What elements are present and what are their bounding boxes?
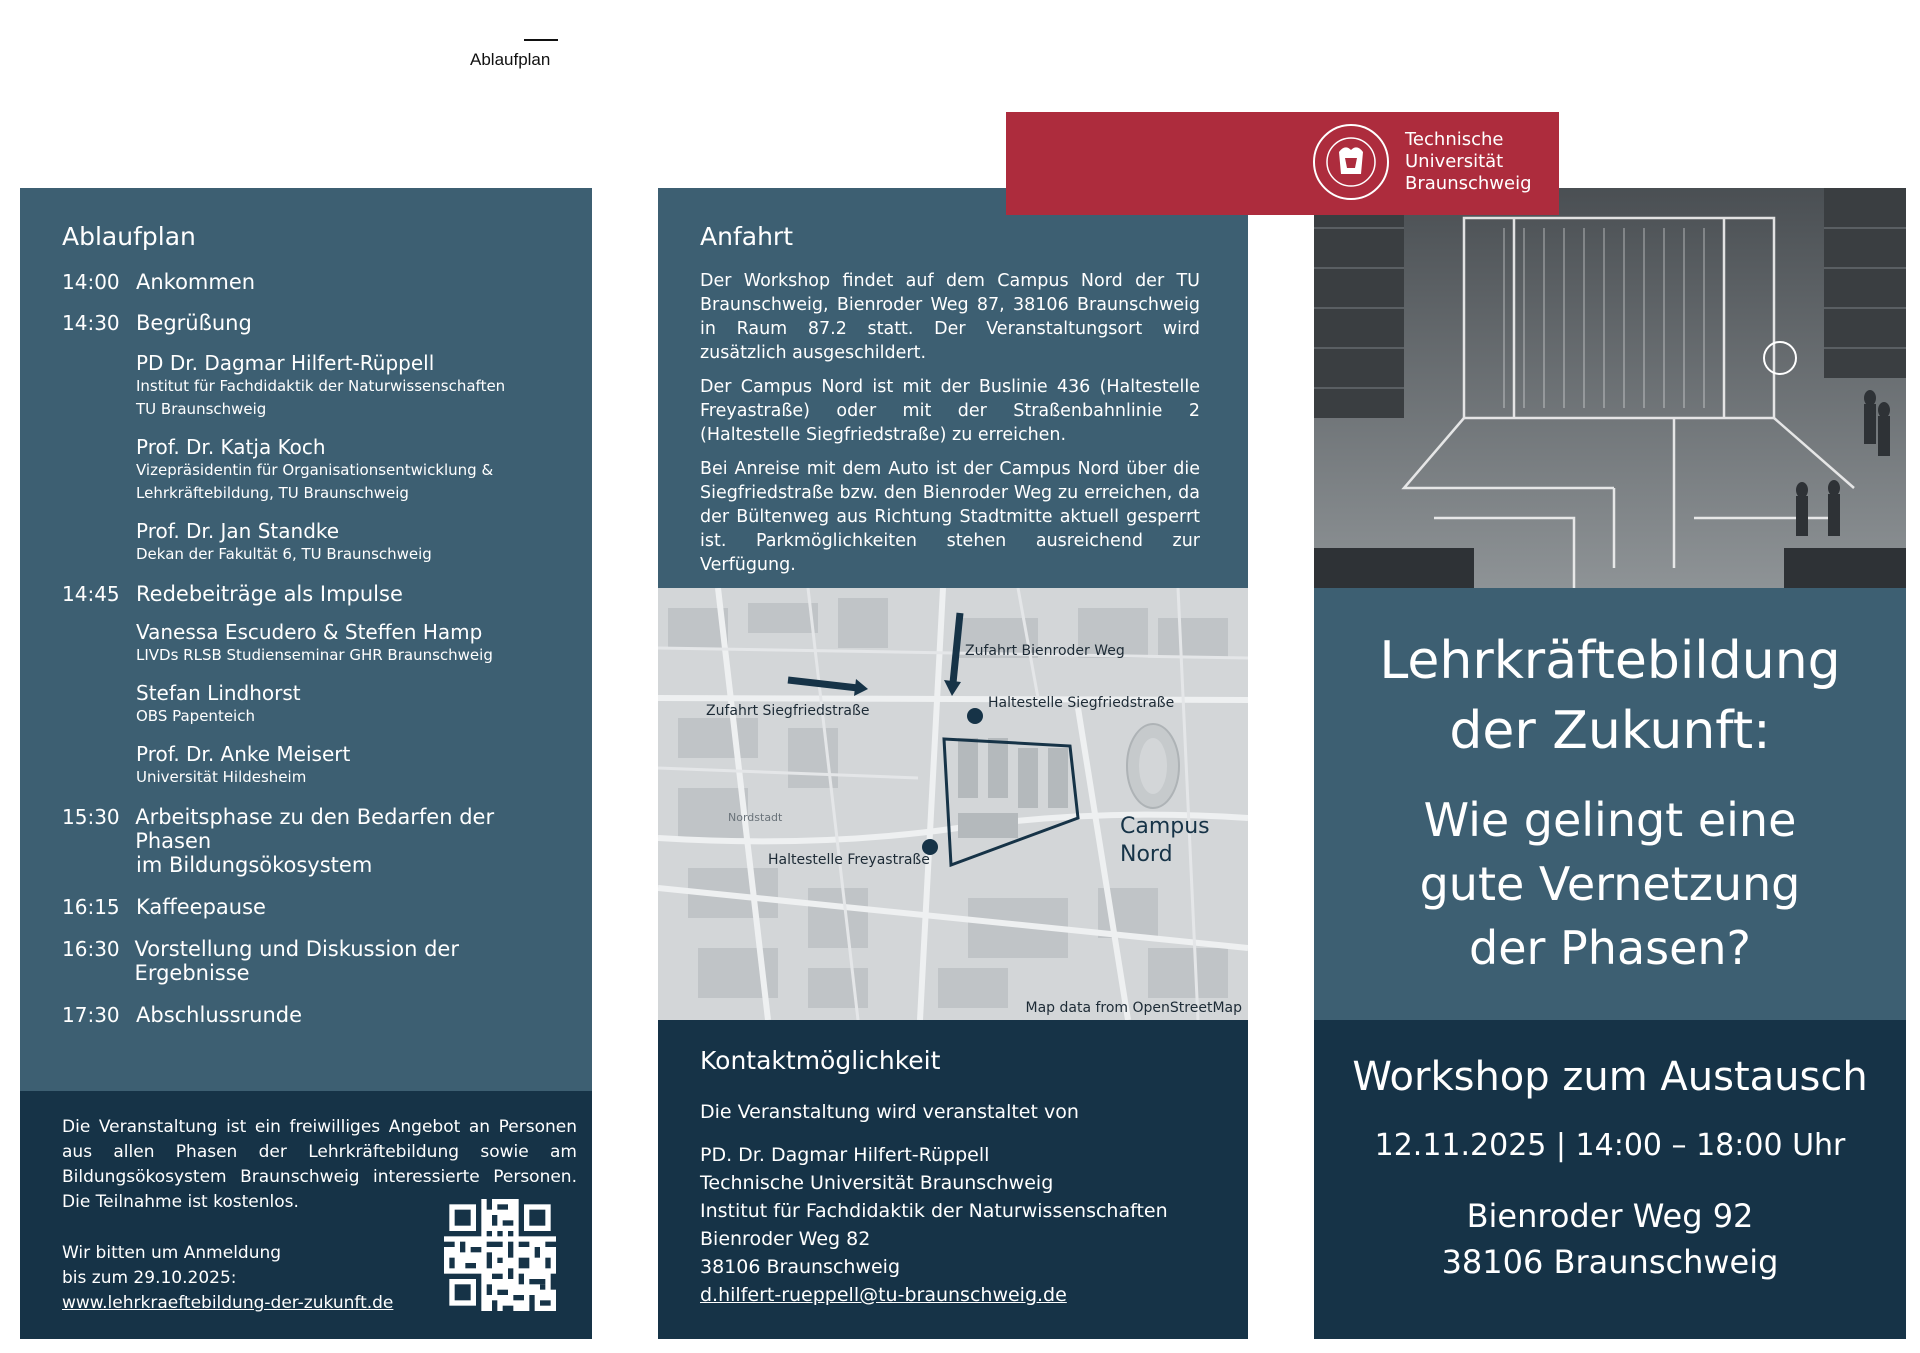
event-title: Lehrkräftebildung [1379,631,1841,691]
schedule-time: 14:45 [62,582,120,606]
qr-code[interactable] [444,1199,556,1311]
schedule-time: 16:15 [62,895,120,919]
speaker [136,435,572,505]
map-label: Haltestelle Siegfriedstraße [988,695,1175,711]
speaker-affiliation: OBS Papenteich [136,707,255,725]
map-district-label: Nordstadt [728,811,783,824]
event-address: 38106 Braunschweig [1441,1243,1779,1281]
map-campus-label [1120,813,1210,869]
speaker-name: Prof. Dr. Anke Meisert [136,742,351,766]
speaker-name: Vanessa Escudero & Steffen Hamp [136,620,483,644]
contact-email-link[interactable]: d.hilfert-rueppell@tu-braunschweig.de [700,1284,1067,1306]
event-subtitle: gute Vernetzung [1419,857,1801,911]
contact-line: 38106 Braunschweig [700,1256,901,1278]
speaker-affiliation: TU Braunschweig [136,400,267,418]
schedule-row [62,311,572,335]
speaker-affiliation: LIVDs RLSB Studienseminar GHR Braunschweig [136,646,493,664]
directions-paragraph: Der Campus Nord ist mit der Buslinie 436 (Haltestelle Freyastraße) oder mit der Straßenbahnlinie 2 (Haltestelle Siegfriedstraße) zu erreichen. [700,377,1200,445]
schedule-time: 16:30 [62,937,120,961]
schedule-label: im Bildungsökosystem [136,853,373,877]
logo-line: Braunschweig [1405,173,1532,194]
schedule-row [62,270,572,294]
map-graphic [658,588,1248,1020]
speaker [136,351,572,421]
map-credit: Map data from OpenStreetMap [1025,1000,1242,1016]
university-name [1405,129,1532,195]
schedule-row [62,1003,572,1027]
event-datetime: 12.11.2025 | 14:00 – 18:00 Uhr [1374,1128,1846,1163]
map-label: Zufahrt Siegfriedstraße [706,703,870,719]
event-title: der Zukunft: [1449,701,1771,761]
speaker-affiliation: Dekan der Fakultät 6, TU Braunschweig [136,545,432,563]
schedule-time: 14:30 [62,311,120,335]
contact-title: Kontaktmöglichkeit [700,1046,941,1075]
speaker-affiliation: Vizepräsidentin für Organisationsentwicklung & [136,461,494,479]
speaker-affiliation: Universität Hildesheim [136,768,307,786]
speaker-name: Prof. Dr. Katja Koch [136,435,326,459]
schedule-time: 14:00 [62,270,120,294]
schedule-label: Abschlussrunde [136,1003,303,1027]
schedule [62,222,572,1027]
hero-image [1314,188,1906,588]
tu-braunschweig-logo[interactable] [1006,112,1559,215]
schedule-label: Arbeitsphase zu den Bedarfen der Phasen [135,805,495,853]
event-address: Bienroder Weg 92 [1466,1197,1754,1235]
speaker-affiliation: Institut für Fachdidaktik der Naturwissenschaften [136,377,506,395]
event-info-panel [1314,1020,1906,1339]
campus-map[interactable] [658,588,1248,1020]
logo-line: Technische [1405,129,1504,150]
contact-panel [658,1020,1248,1339]
speaker-name: Stefan Lindhorst [136,681,301,705]
directions-panel [658,188,1248,588]
speaker-affiliation: Lehrkräftebildung, TU Braunschweig [136,484,409,502]
schedule-label: Ankommen [136,270,256,294]
speaker-name: Prof. Dr. Jan Standke [136,519,340,543]
directions-paragraph: Der Workshop findet auf dem Campus Nord der TU Braunschweig, Bienroder Weg 87, 38106 Braunschweig in Raum 87.2 statt. Der Veranstaltungsort wird zusätzlich ausgeschildert. [700,271,1200,363]
map-campus-line: Nord [1120,842,1173,867]
map-campus-line: Campus [1120,814,1210,839]
speaker-name: PD Dr. Dagmar Hilfert-Rüppell [136,351,435,375]
schedule-label: Kaffeepause [136,895,266,919]
contact-line: Institut für Fachdidaktik der Naturwissenschaften [700,1200,1168,1222]
schedule-label: Vorstellung und Diskussion der Ergebnisse [134,937,459,985]
hero-illustration [1314,188,1906,588]
speaker [136,620,572,667]
schedule-panel [20,188,592,1091]
contact-line: Bienroder Weg 82 [700,1228,871,1250]
registration-link[interactable]: www.lehrkraeftebildung-der-zukunft.de [62,1293,394,1313]
speaker [136,519,572,566]
directions-paragraph: Bei Anreise mit dem Auto ist der Campus Nord über die Siegfriedstraße bzw. den Bienroder Weg zu erreichen, da der Bültenweg aus Richtung Stadtmitte aktuell gesperrt ist. Parkmöglichkeiten stehen ausreichend zur Verfügung. [700,459,1200,575]
workshop-label: Workshop zum Austausch [1352,1054,1868,1100]
map-label: Zufahrt Bienroder Weg [965,643,1125,659]
tab-indicator [524,39,558,41]
directions-title: Anfahrt [700,222,793,251]
schedule-row [62,937,572,985]
registration-info [62,1241,393,1316]
contact-intro: Die Veranstaltung wird veranstaltet von [700,1101,1079,1123]
contact-line: Technische Universität Braunschweig [700,1172,1054,1194]
map-label: Haltestelle Freyastraße [768,852,930,868]
schedule-row-continued [62,853,572,877]
speaker [136,681,572,728]
registration-deadline: bis zum 29.10.2025: [62,1268,237,1288]
schedule-time: 17:30 [62,1003,120,1027]
schedule-label: Begrüßung [136,311,252,335]
event-subtitle: der Phasen? [1469,921,1751,975]
registration-line: Wir bitten um Anmeldung [62,1243,282,1263]
contact-line: PD. Dr. Dagmar Hilfert-Rüppell [700,1144,990,1166]
speaker [136,742,572,789]
schedule-row [62,895,572,919]
schedule-label: Redebeiträge als Impulse [136,582,403,606]
event-title-panel [1314,588,1906,1020]
schedule-title: Ablaufplan [62,222,196,251]
schedule-row [62,805,572,853]
university-seal-icon [1311,122,1391,202]
event-subtitle: Wie gelingt eine [1423,793,1797,847]
schedule-time: 15:30 [62,805,120,829]
tab-ablaufplan[interactable]: Ablaufplan [470,50,551,69]
logo-line: Universität [1405,151,1504,172]
registration-box [20,1091,592,1339]
schedule-row [62,582,572,606]
participation-note: Die Veranstaltung ist ein freiwilliges Angebot an Personen aus allen Phasen der Lehrkräftebildung sowie am Bildungsökosystem Braunschweig interessierte Personen. Die Teilnahme ist kostenlos. [62,1117,577,1212]
